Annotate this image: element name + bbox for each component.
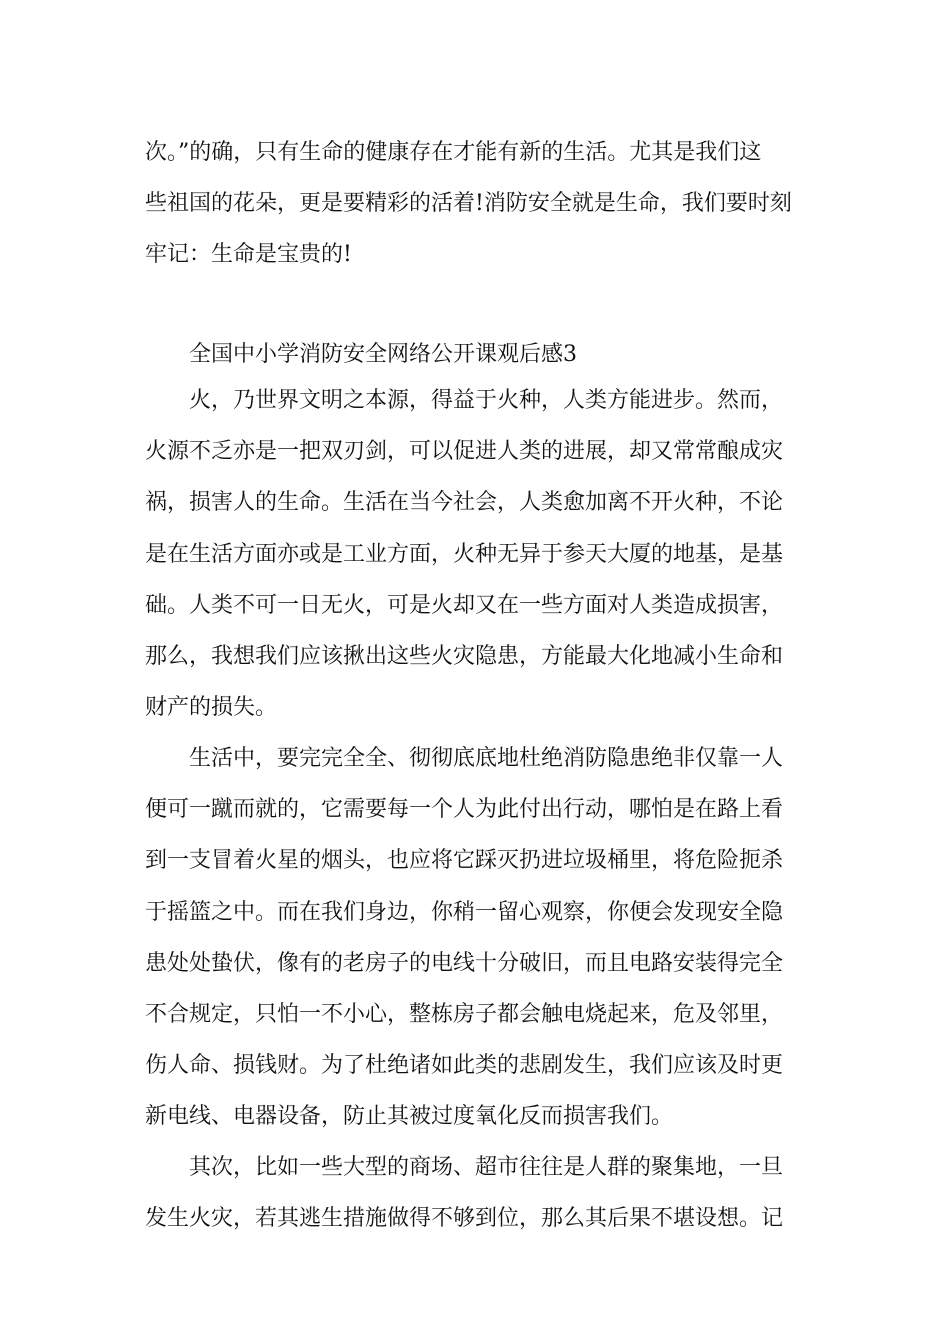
text-line: 础。人类不可一日无火，可是火却又在一些方面对人类造成损害，	[145, 592, 784, 618]
text-line: 那么，我想我们应该揪出这些火灾隐患，方能最大化地减小生命和	[145, 643, 784, 669]
text-line: 火，乃世界文明之本源，得益于火种，人类方能进步。然而，	[189, 388, 784, 413]
intro-paragraph	[145, 127, 810, 281]
text-line: 发生火灾，若其逃生措施做得不够到位，那么其后果不堪设想。记	[145, 1206, 784, 1232]
text-line: 患处处蛰伏，像有的老房子的电线十分破旧，而且电路安装得完全	[145, 950, 784, 976]
text-line: 祸，损害人的生命。生活在当今社会，人类愈加离不开火种，不论	[145, 490, 784, 516]
text-line: 生活中，要完完全全、彻彻底底地杜绝消防隐患绝非仅靠一人	[189, 746, 784, 771]
paragraph-3	[145, 1142, 810, 1244]
text-line: 其次，比如一些大型的商场、超市往往是人群的聚集地，一旦	[189, 1155, 784, 1180]
paragraph-2	[145, 733, 810, 1143]
text-line: 些祖国的花朵，更是要精彩的活着!消防安全就是生命，我们要时刻	[145, 191, 792, 217]
paragraph-1	[145, 375, 810, 733]
text-line: 伤人命、损钱财。为了杜绝诸如此类的悲剧发生，我们应该及时更	[145, 1053, 784, 1079]
text-line: 到一支冒着火星的烟头，也应将它踩灭扔进垃圾桶里，将危险扼杀	[145, 848, 784, 874]
text-line: 次。”的确，只有生命的健康存在才能有新的生活。尤其是我们这	[145, 140, 762, 165]
text-line: 财产的损失。	[145, 695, 278, 721]
section-title: 全国中小学消防安全网络公开课观后感3	[189, 342, 577, 367]
text-line: 便可一蹴而就的，它需要每一个人为此付出行动，哪怕是在路上看	[145, 797, 784, 823]
text-line: 于摇篮之中。而在我们身边，你稍一留心观察，你便会发现安全隐	[145, 899, 784, 925]
text-line: 牢记：生命是宝贵的!	[145, 242, 352, 268]
text-line: 火源不乏亦是一把双刃剑，可以促进人类的进展，却又常常酿成灾	[145, 439, 784, 465]
text-line: 不合规定，只怕一不小心，整栋房子都会触电烧起来，危及邻里，	[145, 1001, 784, 1027]
text-line: 新电线、电器设备，防止其被过度氧化反而损害我们。	[145, 1104, 674, 1130]
section-title-block	[145, 329, 810, 380]
text-line: 是在生活方面亦或是工业方面，火种无异于参天大厦的地基，是基	[145, 541, 784, 567]
